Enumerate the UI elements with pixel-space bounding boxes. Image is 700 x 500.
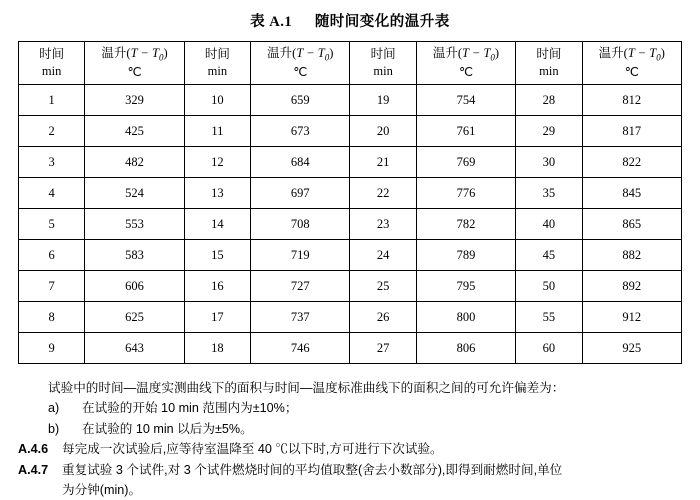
notes-intro: 试验中的时间—温度实测曲线下的面积与时间—温度标准曲线下的面积之间的可允许偏差为：: [48, 381, 565, 395]
table-body: [19, 85, 682, 364]
cell-temp: 912: [582, 302, 682, 333]
clause-a47-continued-text: 为分钟(min)。: [62, 482, 142, 497]
cell-time: 6: [19, 240, 85, 271]
note-item-a-label: a): [48, 401, 60, 416]
cell-time: 11: [184, 116, 250, 147]
cell-temp: 482: [85, 147, 184, 178]
cell-time: 2: [19, 116, 85, 147]
cell-time: 17: [184, 302, 250, 333]
cell-temp: 708: [251, 209, 350, 240]
cell-temp: 845: [582, 178, 682, 209]
header-temp-1-line2: ℃: [127, 64, 142, 79]
cell-temp: 754: [416, 85, 515, 116]
header-temp-1-line1: 温升$(T - T_0)$: [101, 46, 168, 63]
header-temp-2-line2: ℃: [293, 64, 308, 79]
cell-time: 29: [516, 116, 582, 147]
table-title: [18, 10, 682, 31]
header-time-4-line2: min: [539, 64, 559, 78]
header-time-4: [516, 42, 582, 85]
table-row: [19, 333, 682, 364]
cell-temp: 727: [251, 271, 350, 302]
table-title-text: 随时间变化的温升表: [314, 14, 450, 30]
clause-a46-text: 每完成一次试验后,应等待室温降至 40 ℃以下时,方可进行下次试验。: [62, 442, 443, 457]
cell-time: 28: [516, 85, 582, 116]
cell-time: 22: [350, 178, 416, 209]
cell-temp: 625: [85, 302, 184, 333]
cell-time: 55: [516, 302, 582, 333]
header-temp-4: [582, 42, 682, 85]
cell-time: 19: [350, 85, 416, 116]
clause-a47-number: A.4.7: [18, 462, 49, 477]
clause-a46: [18, 439, 682, 459]
header-temp-4-line1: 温升$(T - T_0)$: [598, 46, 665, 63]
cell-temp: 684: [251, 147, 350, 178]
cell-time: 5: [19, 209, 85, 240]
cell-time: 40: [516, 209, 582, 240]
cell-time: 23: [350, 209, 416, 240]
header-time-1: [19, 42, 85, 85]
cell-time: 26: [350, 302, 416, 333]
cell-time: 27: [350, 333, 416, 364]
cell-temp: 746: [251, 333, 350, 364]
table-row: [19, 116, 682, 147]
cell-temp: 761: [416, 116, 515, 147]
table-row: [19, 85, 682, 116]
cell-time: 7: [19, 271, 85, 302]
header-temp-1: [85, 42, 184, 85]
note-item-b: [18, 419, 682, 439]
note-item-a-text: 在试验的开始 10 min 范围内为±10%；: [82, 401, 298, 416]
cell-temp: 697: [251, 178, 350, 209]
table-row: [19, 302, 682, 333]
header-temp-4-line2: ℃: [624, 64, 639, 79]
clause-a47-continued: [18, 480, 682, 500]
table-row: [19, 209, 682, 240]
cell-temp: 806: [416, 333, 515, 364]
header-time-2-line1: 时间: [204, 47, 230, 62]
note-item-b-label: b): [48, 421, 60, 436]
table-row: [19, 147, 682, 178]
cell-temp: 673: [251, 116, 350, 147]
cell-time: 12: [184, 147, 250, 178]
cell-temp: 776: [416, 178, 515, 209]
table-row: [19, 271, 682, 302]
cell-temp: 659: [251, 85, 350, 116]
note-item-a: [18, 398, 682, 418]
cell-temp: 795: [416, 271, 515, 302]
cell-temp: 789: [416, 240, 515, 271]
table-header-row: [19, 42, 682, 85]
cell-temp: 329: [85, 85, 184, 116]
table-title-prefix: 表 A.1: [250, 14, 293, 30]
cell-temp: 882: [582, 240, 682, 271]
cell-time: 18: [184, 333, 250, 364]
cell-temp: 925: [582, 333, 682, 364]
cell-temp: 425: [85, 116, 184, 147]
header-time-1-line1: 时间: [39, 47, 65, 62]
notes-section: [18, 378, 682, 500]
header-time-3-line1: 时间: [370, 47, 396, 62]
header-temp-2-line1: 温升$(T - T_0)$: [267, 46, 334, 63]
clause-a47-text: 重复试验 3 个试件,对 3 个试件燃烧时间的平均值取整(舍去小数部分),即得到耐燃时间,单位: [62, 462, 563, 477]
header-temp-3-line2: ℃: [458, 64, 473, 79]
table-header: [19, 42, 682, 85]
cell-time: 13: [184, 178, 250, 209]
temperature-rise-table: [18, 41, 682, 364]
cell-time: 30: [516, 147, 582, 178]
cell-time: 16: [184, 271, 250, 302]
cell-temp: 892: [582, 271, 682, 302]
cell-temp: 782: [416, 209, 515, 240]
cell-temp: 822: [582, 147, 682, 178]
header-temp-3-line1: 温升$(T - T_0)$: [432, 46, 500, 63]
header-time-1-line2: min: [41, 64, 62, 78]
cell-time: 24: [350, 240, 416, 271]
cell-time: 60: [516, 333, 582, 364]
note-item-b-text: 在试验的 10 min 以后为±5%。: [82, 421, 253, 436]
header-time-3: [350, 42, 416, 85]
clause-a47-continued-number: [18, 480, 62, 500]
cell-temp: 553: [85, 209, 184, 240]
clause-a46-number: A.4.6: [18, 442, 49, 457]
cell-time: 1: [19, 85, 85, 116]
cell-time: 20: [350, 116, 416, 147]
cell-time: 4: [19, 178, 85, 209]
table-row: [19, 178, 682, 209]
cell-temp: 737: [251, 302, 350, 333]
cell-time: 9: [19, 333, 85, 364]
header-time-3-line2: min: [373, 64, 393, 78]
cell-time: 45: [516, 240, 582, 271]
cell-time: 15: [184, 240, 250, 271]
cell-time: 14: [184, 209, 250, 240]
cell-time: 50: [516, 271, 582, 302]
cell-temp: 800: [416, 302, 515, 333]
cell-time: 8: [19, 302, 85, 333]
cell-temp: 524: [85, 178, 184, 209]
cell-time: 21: [350, 147, 416, 178]
cell-time: 3: [19, 147, 85, 178]
cell-temp: 769: [416, 147, 515, 178]
cell-temp: 583: [85, 240, 184, 271]
cell-time: 35: [516, 178, 582, 209]
cell-temp: 719: [251, 240, 350, 271]
header-temp-2: [251, 42, 350, 85]
table-row: [19, 240, 682, 271]
cell-temp: 606: [85, 271, 184, 302]
cell-temp: 812: [582, 85, 682, 116]
header-time-2: [184, 42, 250, 85]
cell-temp: 643: [85, 333, 184, 364]
header-time-4-line1: 时间: [536, 47, 562, 62]
cell-time: 10: [184, 85, 250, 116]
header-temp-3: [416, 42, 515, 85]
cell-time: 25: [350, 271, 416, 302]
header-time-2-line2: min: [207, 64, 228, 78]
cell-temp: 817: [582, 116, 682, 147]
clause-a47: [18, 460, 682, 480]
cell-temp: 865: [582, 209, 682, 240]
